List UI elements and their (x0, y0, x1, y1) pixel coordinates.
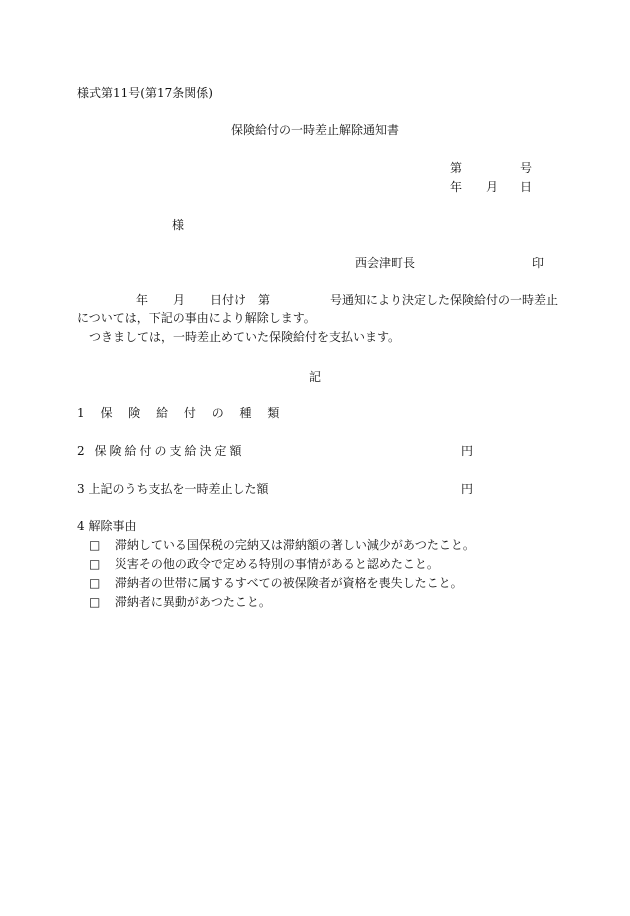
item-benefit-type (77, 406, 283, 420)
item-label: 1 保 険 給 付 の 種 類 (77, 406, 284, 420)
ki-heading: 記 (309, 370, 322, 384)
form-label: 様式第11号(第17条関係) (77, 86, 213, 100)
item-suspended-amount (77, 482, 268, 496)
issuer-name: 西会津町長 (355, 256, 416, 270)
checkbox-icon[interactable]: □ (89, 557, 101, 571)
item-label: 2 保険給付の支給決定額 (77, 444, 245, 458)
date-month: 月 (486, 180, 499, 194)
item-benefit-amount (77, 444, 244, 458)
body-line3: つきましては，一時差止めていた保険給付を支払います。 (89, 330, 401, 344)
recipient-suffix: 様 (172, 218, 185, 232)
body-line1-dai: 第 (258, 293, 271, 307)
reason-option (89, 576, 463, 590)
document-title: 保険給付の一時差止解除通知書 (231, 123, 400, 137)
body-line2: については，下記の事由により解除します。 (77, 311, 316, 325)
body-line1-dated: 日付け (210, 293, 247, 307)
reason-text: 滞納者の世帯に属するすべての被保険者が資格を喪失したこと。 (114, 576, 463, 590)
reason-text: 滞納者に異動があつたこと。 (114, 595, 271, 609)
item-label: 3 上記のうち支払を一時差止した額 (77, 482, 269, 496)
reason-option (89, 595, 271, 609)
reason-option (89, 538, 475, 552)
checkbox-icon[interactable]: □ (89, 595, 101, 609)
reason-text: 災害その他の政令で定める特別の事情があると認めたこと。 (114, 557, 439, 571)
checkbox-icon[interactable]: □ (89, 538, 101, 552)
ref-go: 号 (520, 161, 533, 175)
reasons-heading: 4 解除事由 (77, 519, 137, 533)
checkbox-icon[interactable]: □ (89, 576, 101, 590)
date-day: 日 (520, 180, 533, 194)
ref-dai: 第 (450, 161, 463, 175)
item-suspended-amount-unit: 円 (461, 482, 474, 496)
body-line1-year: 年 (136, 293, 149, 307)
body-line1-month: 月 (173, 293, 186, 307)
reason-option (89, 557, 439, 571)
seal-mark: 印 (532, 256, 545, 270)
date-year: 年 (450, 180, 463, 194)
item-benefit-amount-unit: 円 (461, 444, 474, 458)
reason-text: 滞納している国保税の完納又は滞納額の著しい減少があつたこと。 (114, 538, 475, 552)
body-line1-tail: 号通知により決定した保険給付の一時差止 (330, 293, 559, 307)
